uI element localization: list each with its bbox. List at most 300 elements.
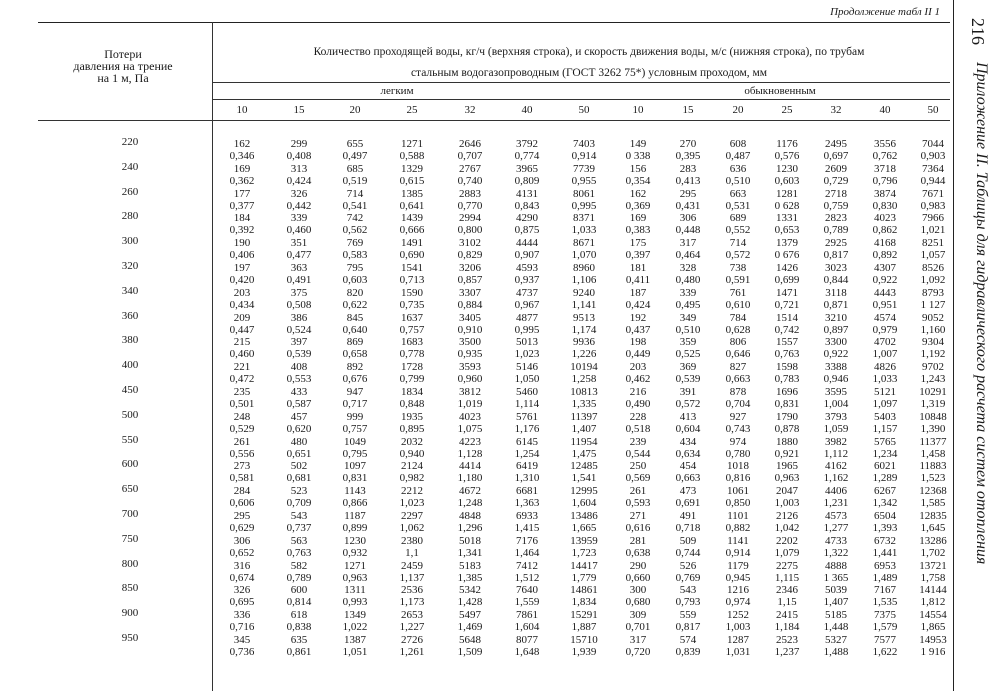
table-cell: 413 0,604 xyxy=(675,410,701,435)
table-cell: 239 0,544 xyxy=(625,435,651,460)
table-cell: 491 0,718 xyxy=(675,510,701,534)
pressure-loss-value: 450 xyxy=(121,384,139,396)
table-cell: 4574 0,979 xyxy=(872,311,898,336)
table-cell: 149 0 338 xyxy=(625,138,651,162)
table-cell: 1271 0,588 xyxy=(399,138,425,162)
table-cell: 369 0,539 xyxy=(675,361,701,386)
table-cell: 2415 1,184 xyxy=(774,609,800,634)
table-cell: 10848 1,390 xyxy=(919,410,947,435)
table-cell: 2823 0,789 xyxy=(823,212,849,237)
table-cell: 600 0,814 xyxy=(286,584,312,609)
table-cell: 5403 1,157 xyxy=(872,410,898,435)
table-cell: 2883 0,770 xyxy=(457,187,483,212)
continuation-label: Продолжение табл II 1 xyxy=(830,6,940,18)
table-cell: 8077 1,648 xyxy=(514,634,540,658)
running-title: Приложение II. Таблицы для гидравлического расчета систем отопления xyxy=(973,62,990,565)
table-cell: 663 0,531 xyxy=(725,187,751,212)
table-cell: 1331 0,653 xyxy=(774,212,800,237)
pressure-loss-value: 280 xyxy=(121,210,139,223)
table-cell: 3593 0,960 xyxy=(457,361,483,386)
table-cell: 7412 1,512 xyxy=(514,559,540,584)
table-cell: 3102 0,829 xyxy=(457,237,483,262)
table-cell: 8251 1,057 xyxy=(920,237,946,262)
table-cell: 3982 1,112 xyxy=(823,435,849,460)
table-cell: 300 0,680 xyxy=(625,584,651,609)
table-cell: 1728 0,799 xyxy=(399,361,425,386)
table-cell: 5183 1,385 xyxy=(457,559,483,584)
table-cell: 328 0,480 xyxy=(675,262,701,286)
table-cell: 317 0,464 xyxy=(675,237,701,262)
table-cell: 408 0,553 xyxy=(286,361,312,386)
table-cell: 1514 0,742 xyxy=(774,311,800,336)
table-cell: 326 0,695 xyxy=(229,584,255,609)
table-cell: 9702 1,243 xyxy=(920,361,946,386)
table-cell: 2212 1,023 xyxy=(399,485,425,510)
table-cell: 4737 0,967 xyxy=(514,286,540,311)
table-cell: 4443 0,951 xyxy=(872,286,898,311)
table-cell: 9513 1,174 xyxy=(571,311,597,336)
table-cell: 306 0,448 xyxy=(675,212,701,237)
table-cell: 375 0,508 xyxy=(286,286,312,311)
table-cell: 7966 1,021 xyxy=(920,212,946,237)
pressure-loss-value: 360 xyxy=(121,309,139,322)
table-cell: 339 0,460 xyxy=(286,212,312,237)
table-cell: 4672 1,248 xyxy=(457,485,483,510)
table-cell: 13721 1,758 xyxy=(919,559,947,584)
diameter-header: 25 xyxy=(781,104,793,116)
table-cell: 4023 0,862 xyxy=(872,212,898,237)
table-cell: 221 0,472 xyxy=(229,361,255,386)
table-cell: 391 0,572 xyxy=(675,386,701,410)
header-rule-2 xyxy=(212,99,950,100)
table-cell: 4414 1,180 xyxy=(457,460,483,485)
table-cell: 1271 0,963 xyxy=(342,559,368,584)
table-cell: 806 0,646 xyxy=(725,336,751,361)
table-cell: 3595 1,004 xyxy=(823,386,849,410)
table-cell: 1471 0,721 xyxy=(774,286,800,311)
table-cell: 250 0,569 xyxy=(625,460,651,485)
table-cell: 156 0,354 xyxy=(625,162,651,187)
table-cell: 295 0,629 xyxy=(229,510,255,534)
table-cell: 9936 1,226 xyxy=(571,336,597,361)
table-cell: 563 0,763 xyxy=(286,534,312,559)
pressure-loss-value: 750 xyxy=(121,532,139,545)
table-cell: 261 0,593 xyxy=(625,485,651,510)
table-cell: 3812 1,019 xyxy=(457,386,483,410)
table-cell: 14417 1,779 xyxy=(570,559,598,584)
table-cell: 3405 0,910 xyxy=(457,311,483,336)
table-cell: 3965 0,809 xyxy=(514,162,540,187)
table-cell: 4307 0,922 xyxy=(872,262,898,286)
table-cell: 1018 0,816 xyxy=(725,460,751,485)
table-cell: 3307 0,884 xyxy=(457,286,483,311)
table-cell: 1143 0,866 xyxy=(342,485,368,510)
table-cell: 5121 1,097 xyxy=(872,386,898,410)
table-cell: 271 0,616 xyxy=(625,510,651,534)
header-rule-1 xyxy=(212,82,950,83)
table-cell: 6267 1,342 xyxy=(872,485,898,510)
table-cell: 14861 1,834 xyxy=(570,584,598,609)
diameter-header: 20 xyxy=(732,104,744,116)
pressure-loss-value: 300 xyxy=(121,235,139,248)
diameter-header: 32 xyxy=(830,104,842,116)
table-cell: 8960 1,106 xyxy=(571,262,597,286)
table-cell: 1683 0,778 xyxy=(399,336,425,361)
table-cell: 169 0,383 xyxy=(625,212,651,237)
pressure-loss-value: 550 xyxy=(121,433,139,446)
table-cell: 6681 1,363 xyxy=(514,485,540,510)
table-cell: 1230 0,932 xyxy=(342,534,368,559)
table-cell: 1349 1,022 xyxy=(342,609,368,634)
table-cell: 1287 1,031 xyxy=(725,634,751,658)
table-cell: 655 0,497 xyxy=(342,138,368,162)
table-cell: 11377 1,458 xyxy=(919,435,947,460)
table-cell: 162 0,346 xyxy=(229,138,255,162)
diameter-header: 10 xyxy=(632,104,644,116)
table-cell: 184 0,392 xyxy=(229,212,255,237)
table-cell: 7739 0,955 xyxy=(571,162,597,187)
table-cell: 13286 1,702 xyxy=(919,534,947,559)
table-cell: 284 0,606 xyxy=(229,485,255,510)
table-cell: 5648 1,509 xyxy=(457,634,483,658)
diameter-header: 10 xyxy=(236,104,248,116)
table-cell: 13486 1,665 xyxy=(570,510,598,534)
table-cell: 761 0,610 xyxy=(725,286,751,311)
table-cell: 769 0,583 xyxy=(342,237,368,262)
table-cell: 12485 1,541 xyxy=(570,460,598,485)
table-cell: 7375 1,579 xyxy=(872,609,898,634)
table-cell: 543 0,737 xyxy=(286,510,312,534)
table-cell: 4131 0,843 xyxy=(514,187,540,212)
table-cell: 4888 1 365 xyxy=(823,559,849,584)
table-cell: 316 0,674 xyxy=(229,559,255,584)
table-cell: 15291 1,887 xyxy=(570,609,598,634)
table-cell: 608 0,487 xyxy=(725,138,751,162)
table-cell: 359 0,525 xyxy=(675,336,701,361)
table-cell: 5761 1,176 xyxy=(514,410,540,435)
table-cell: 7176 1,464 xyxy=(514,534,540,559)
table-cell: 1541 0,713 xyxy=(399,262,425,286)
table-cell: 198 0,449 xyxy=(625,336,651,361)
diameter-header: 15 xyxy=(682,104,694,116)
table-cell: 5013 1,023 xyxy=(514,336,540,361)
table-cell: 192 0,437 xyxy=(625,311,651,336)
table-cell: 177 0,377 xyxy=(229,187,255,212)
diameter-header: 15 xyxy=(293,104,305,116)
table-cell: 190 0,406 xyxy=(229,237,255,262)
table-cell: 363 0,491 xyxy=(286,262,312,286)
table-cell: 582 0,789 xyxy=(286,559,312,584)
pressure-loss-value: 400 xyxy=(121,359,139,372)
table-cell: 10291 1,319 xyxy=(919,386,947,410)
table-cell: 13959 1,723 xyxy=(570,534,598,559)
table-cell: 397 0,539 xyxy=(286,336,312,361)
table-cell: 7671 0,983 xyxy=(920,187,946,212)
table-cell: 1061 0,850 xyxy=(725,485,751,510)
diameter-header: 20 xyxy=(349,104,361,116)
table-cell: 1387 1,051 xyxy=(342,634,368,658)
table-cell: 3023 0,844 xyxy=(823,262,849,286)
table-cell: 526 0,769 xyxy=(675,559,701,584)
diameter-header: 32 xyxy=(464,104,476,116)
table-cell: 2495 0,697 xyxy=(823,138,849,162)
table-cell: 5460 1,114 xyxy=(514,386,540,410)
table-cell: 1179 0,945 xyxy=(725,559,751,584)
table-cell: 3718 0,796 xyxy=(872,162,898,187)
table-cell: 4826 1,033 xyxy=(872,361,898,386)
table-cell: 795 0,603 xyxy=(342,262,368,286)
table-cell: 1311 0,993 xyxy=(342,584,368,609)
table-cell: 14953 1 916 xyxy=(919,634,947,658)
table-cell: 2523 1,237 xyxy=(774,634,800,658)
table-cell: 434 0,634 xyxy=(675,435,701,460)
table-cell: 6021 1,289 xyxy=(872,460,898,485)
table-cell: 306 0,652 xyxy=(229,534,255,559)
table-cell: 2653 1,227 xyxy=(399,609,425,634)
table-cell: 2380 1,1 xyxy=(401,534,423,559)
table-cell: 2994 0,800 xyxy=(457,212,483,237)
table-cell: 4877 0,995 xyxy=(514,311,540,336)
table-cell: 7861 1,604 xyxy=(514,609,540,634)
table-cell: 1491 0,690 xyxy=(399,237,425,262)
table-cell: 1557 0,763 xyxy=(774,336,800,361)
table-cell: 290 0,660 xyxy=(625,559,651,584)
table-cell: 5039 1,407 xyxy=(823,584,849,609)
table-cell: 5497 1,469 xyxy=(457,609,483,634)
table-cell: 2609 0,729 xyxy=(823,162,849,187)
table-cell: 2726 1,261 xyxy=(399,634,425,658)
table-cell: 454 0,663 xyxy=(675,460,701,485)
table-cell: 2202 1,079 xyxy=(774,534,800,559)
table-cell: 4223 1,128 xyxy=(457,435,483,460)
table-cell: 270 0,395 xyxy=(675,138,701,162)
table-cell: 9240 1,141 xyxy=(571,286,597,311)
table-cell: 543 0,793 xyxy=(675,584,701,609)
table-cell: 6419 1,310 xyxy=(514,460,540,485)
table-cell: 1141 0,914 xyxy=(725,534,751,559)
table-cell: 1216 0,974 xyxy=(725,584,751,609)
table-cell: 8526 1,092 xyxy=(920,262,946,286)
table-cell: 3388 0,946 xyxy=(823,361,849,386)
table-cell: 1598 0,783 xyxy=(774,361,800,386)
table-cell: 4444 0,907 xyxy=(514,237,540,262)
table-cell: 2124 0,982 xyxy=(399,460,425,485)
pressure-loss-value: 320 xyxy=(121,260,139,272)
top-rule xyxy=(38,22,950,23)
table-cell: 2126 1,042 xyxy=(774,510,800,534)
table-cell: 11397 1,407 xyxy=(570,410,598,435)
table-cell: 4848 1,296 xyxy=(457,510,483,534)
table-cell: 892 0,676 xyxy=(342,361,368,386)
table-cell: 6732 1,441 xyxy=(872,534,898,559)
table-cell: 2032 0,940 xyxy=(399,435,425,460)
table-cell: 9304 1,192 xyxy=(920,336,946,361)
table-cell: 299 0,408 xyxy=(286,138,312,162)
table-cell: 5342 1,428 xyxy=(457,584,483,609)
table-cell: 559 0,817 xyxy=(675,609,701,634)
table-cell: 3556 0,762 xyxy=(872,138,898,162)
table-cell: 5018 1,341 xyxy=(457,534,483,559)
table-cell: 295 0,431 xyxy=(675,187,701,212)
pressure-loss-header: Потери давления на трение на 1 м, Па xyxy=(73,47,173,85)
table-cell: 7044 0,903 xyxy=(920,138,946,162)
table-cell: 309 0,701 xyxy=(625,609,651,634)
table-cell: 523 0,709 xyxy=(286,485,312,510)
caption-line-1: Количество проходящей воды, кг/ч (верхняя строка), и скорость движения воды, м/с (нижняя строка), по трубам xyxy=(313,46,865,58)
table-cell: 181 0,411 xyxy=(625,262,651,286)
table-cell: 162 0,369 xyxy=(625,187,651,212)
table-cell: 248 0,529 xyxy=(229,410,255,435)
table-cell: 3792 0,774 xyxy=(514,138,540,162)
table-cell: 1281 0 628 xyxy=(774,187,800,212)
table-cell: 1880 0,921 xyxy=(774,435,800,460)
table-cell: 197 0,420 xyxy=(229,262,255,286)
table-cell: 820 0,622 xyxy=(342,286,368,311)
table-cell: 6933 1,415 xyxy=(514,510,540,534)
pressure-loss-value: 260 xyxy=(121,185,139,198)
diameter-header: 25 xyxy=(406,104,418,116)
table-cell: 1590 0,735 xyxy=(399,286,425,311)
pressure-loss-value: 380 xyxy=(121,334,139,347)
table-cell: 1230 0,603 xyxy=(774,162,800,187)
table-cell: 509 0,744 xyxy=(675,534,701,559)
table-cell: 4573 1,277 xyxy=(823,510,849,534)
table-cell: 235 0,501 xyxy=(229,386,255,410)
table-cell: 2925 0,817 xyxy=(823,237,849,262)
table-cell: 313 0,424 xyxy=(286,162,312,187)
table-cell: 714 0,541 xyxy=(342,187,368,212)
table-cell: 7640 1,559 xyxy=(514,584,540,609)
pressure-loss-value: 700 xyxy=(121,508,139,520)
table-cell: 15710 1,939 xyxy=(570,634,598,658)
table-cell: 738 0,591 xyxy=(725,262,751,286)
table-cell: 869 0,658 xyxy=(342,336,368,361)
table-cell: 187 0,424 xyxy=(625,286,651,311)
table-cell: 1385 0,641 xyxy=(399,187,425,212)
table-cell: 2275 1,115 xyxy=(774,559,800,584)
table-cell: 4162 1,162 xyxy=(823,460,849,485)
table-cell: 3118 0,871 xyxy=(823,286,849,311)
table-cell: 349 0,510 xyxy=(675,311,701,336)
table-cell: 345 0,736 xyxy=(229,634,255,658)
table-cell: 1637 0,757 xyxy=(399,311,425,336)
table-cell: 1696 0,831 xyxy=(774,386,800,410)
pressure-loss-value: 500 xyxy=(121,408,139,421)
table-cell: 1049 0,795 xyxy=(342,435,368,460)
pressure-loss-value: 650 xyxy=(121,483,139,496)
table-cell: 974 0,780 xyxy=(725,435,751,460)
table-cell: 9052 1,160 xyxy=(920,311,946,336)
pressure-loss-value: 240 xyxy=(121,160,139,173)
table-cell: 8793 1 127 xyxy=(920,286,946,311)
table-cell: 283 0,413 xyxy=(675,162,701,187)
table-cell: 947 0,717 xyxy=(342,386,368,410)
table-cell: 742 0,562 xyxy=(342,212,368,237)
table-cell: 4023 1,075 xyxy=(457,410,483,435)
table-cell: 827 0,663 xyxy=(725,361,751,386)
table-cell: 502 0,681 xyxy=(286,460,312,485)
table-cell: 11954 1,475 xyxy=(570,435,598,460)
table-cell: 209 0,447 xyxy=(229,311,255,336)
table-cell: 351 0,477 xyxy=(286,237,312,262)
table-cell: 4406 1,231 xyxy=(823,485,849,510)
table-cell: 8061 0,995 xyxy=(571,187,597,212)
table-cell: 10194 1,258 xyxy=(570,361,598,386)
table-cell: 1834 0,848 xyxy=(399,386,425,410)
diameter-header: 50 xyxy=(578,104,590,116)
table-cell: 2536 1,173 xyxy=(399,584,425,609)
table-cell: 336 0,716 xyxy=(229,609,255,634)
table-cell: 878 0,704 xyxy=(725,386,751,410)
table-cell: 457 0,620 xyxy=(286,410,312,435)
table-cell: 216 0,490 xyxy=(625,386,651,410)
table-cell: 635 0,861 xyxy=(286,634,312,658)
table-cell: 999 0,757 xyxy=(342,410,368,435)
table-cell: 273 0,581 xyxy=(229,460,255,485)
table-cell: 6953 1,489 xyxy=(872,559,898,584)
table-cell: 261 0,556 xyxy=(229,435,255,460)
table-cell: 574 0,839 xyxy=(675,634,701,658)
table-cell: 1379 0 676 xyxy=(774,237,800,262)
table-cell: 169 0,362 xyxy=(229,162,255,187)
table-cell: 1329 0,615 xyxy=(399,162,425,187)
pressure-loss-value: 340 xyxy=(121,284,139,297)
table-cell: 689 0,552 xyxy=(725,212,751,237)
table-cell: 2646 0,707 xyxy=(457,138,483,162)
table-cell: 714 0,572 xyxy=(725,237,751,262)
table-cell: 339 0,495 xyxy=(675,286,701,311)
pressure-loss-value: 850 xyxy=(121,582,139,595)
table-cell: 845 0,640 xyxy=(342,311,368,336)
table-cell: 12368 1,585 xyxy=(919,485,947,510)
table-cell: 2346 1,15 xyxy=(776,584,798,609)
table-cell: 5327 1,488 xyxy=(823,634,849,658)
table-cell: 386 0,524 xyxy=(286,311,312,336)
table-cell: 5146 1,050 xyxy=(514,361,540,386)
table-cell: 14554 1,865 xyxy=(919,609,947,634)
table-cell: 228 0,518 xyxy=(625,410,651,435)
pressure-loss-value: 220 xyxy=(121,136,139,148)
table-cell: 2718 0,759 xyxy=(823,187,849,212)
table-cell: 480 0,651 xyxy=(286,435,312,460)
table-cell: 1426 0,699 xyxy=(774,262,800,286)
table-cell: 3210 0,897 xyxy=(823,311,849,336)
table-cell: 1439 0,666 xyxy=(399,212,425,237)
table-cell: 7167 1,535 xyxy=(872,584,898,609)
table-cell: 636 0,510 xyxy=(725,162,751,187)
table-cell: 1252 1,003 xyxy=(725,609,751,634)
table-cell: 473 0,691 xyxy=(675,485,701,510)
table-cell: 1187 0,899 xyxy=(342,510,368,534)
table-cell: 14144 1,812 xyxy=(919,584,947,609)
table-cell: 6504 1,393 xyxy=(872,510,898,534)
table-cell: 12995 1,604 xyxy=(570,485,598,510)
table-cell: 618 0,838 xyxy=(286,609,312,634)
table-cell: 3206 0,857 xyxy=(457,262,483,286)
table-cell: 4702 1,007 xyxy=(872,336,898,361)
pressure-loss-value: 900 xyxy=(121,607,139,620)
table-cell: 4593 0,937 xyxy=(514,262,540,286)
table-cell: 2047 1,003 xyxy=(774,485,800,510)
table-cell: 326 0,442 xyxy=(286,187,312,212)
table-cell: 7403 0,914 xyxy=(571,138,597,162)
pressure-loss-value: 800 xyxy=(121,557,139,570)
table-cell: 317 0,720 xyxy=(625,634,651,658)
table-cell: 7364 0,944 xyxy=(920,162,946,187)
table-cell: 11883 1,523 xyxy=(919,460,947,485)
table-cell: 3793 1,059 xyxy=(823,410,849,435)
table-cell: 3500 0,935 xyxy=(457,336,483,361)
